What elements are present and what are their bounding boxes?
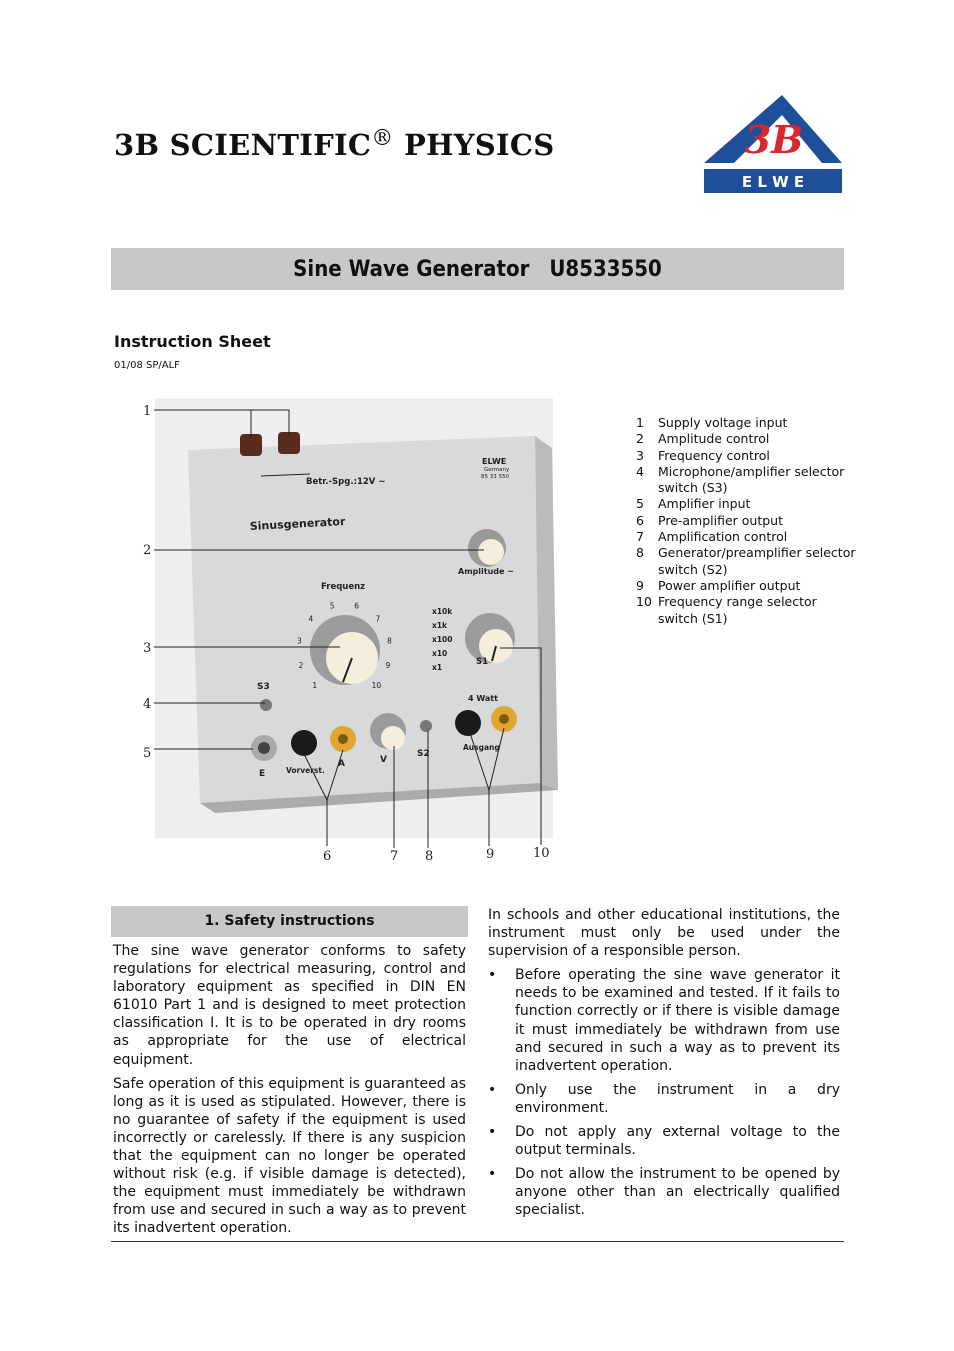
range-label: x1k (432, 621, 448, 630)
logo-elwe-text: E L W E (741, 173, 805, 191)
legend-item: 4 Microphone/amplifier selector switch (S3) (636, 463, 845, 496)
left-column (113, 906, 466, 1244)
freq-label: Frequenz (321, 582, 366, 592)
right-column (488, 906, 840, 1226)
watt-label: 4 Watt (468, 694, 498, 703)
device-label: Sinusgenerator (249, 515, 346, 533)
dial-number: 1 (312, 681, 318, 691)
legend-item: 10 Frequency range selector switch (S1) (636, 594, 817, 626)
elwe-3b-logo (704, 95, 842, 193)
voltage-label: Betr.-Spg.:12V ~ (306, 477, 386, 487)
s1-label: S1 (476, 657, 489, 667)
title-bar (111, 248, 844, 290)
a-label: A (338, 759, 345, 769)
legend-item: 6 Pre-amplifier output (636, 512, 784, 528)
safety-paragraph-3: In schools and other educational institutions, the instrument must only be used under the supervision of a responsible person. (488, 907, 840, 960)
callout-7: 7 (390, 849, 399, 864)
callout-9: 9 (486, 847, 495, 862)
vorverst-label: Vorverst. (286, 766, 325, 775)
callout-5: 5 (143, 746, 152, 761)
callout-4: 4 (143, 697, 152, 712)
panel-brand: ELWE (482, 457, 507, 466)
dial-number: 10 (371, 681, 382, 691)
legend-item: 1 Supply voltage input (636, 415, 788, 430)
legend-item: 5 Amplifier input (636, 496, 751, 512)
panel-origin: Germany (484, 467, 510, 473)
bullet-item: • Do not apply any external voltage to the output terminals. (488, 1123, 840, 1159)
amplitude-label: Amplitude ~ (458, 567, 514, 576)
dial-number: 3 (297, 636, 302, 646)
ausgang-label: Ausgang (463, 743, 500, 752)
dial-number: 9 (385, 660, 391, 670)
legend-item: 3 Frequency control (636, 447, 770, 463)
legend-item: 8 Generator/preamplifier selector switch (S2) (636, 545, 856, 577)
footer-rule (111, 1241, 844, 1242)
range-label: x100 (432, 635, 453, 644)
doc-date: 01/08 SP/ALF (114, 360, 180, 371)
device-photo (140, 398, 560, 868)
s2-label: S2 (417, 749, 430, 759)
parts-legend (636, 415, 856, 627)
safety-paragraph-2: Safe operation of this equipment is guaranteed as long as it is used as stipulated. However, there is no guarantee of safety if the equipment is used incorrectly or carelessly. If there is any suspicion that the equipment can no longer be operated without risk (e.g. if visible damage is detected), the equipment must immediately be withdrawn from use and secured in such a way as to prevent its inadvertent operation. (113, 1075, 466, 1237)
panel-number: 85 33 550 (481, 474, 509, 480)
e-label: E (259, 769, 266, 779)
dial-number: 4 (308, 614, 314, 624)
legend-item: 9 Power amplifier output (636, 577, 801, 593)
callout-8: 8 (425, 849, 434, 864)
brand-main: 3B SCIENTIFIC (114, 128, 372, 162)
legend-item: 7 Amplification control (636, 529, 788, 545)
v-label: V (380, 755, 387, 765)
range-label: x1 (432, 663, 443, 672)
dial-number: 7 (375, 614, 381, 624)
dial-number: 6 (354, 601, 360, 611)
callout-10: 10 (533, 846, 550, 861)
safety-paragraph-1: The sine wave generator conforms to safety regulations for electrical measuring, control and laboratory equipment as specified in DIN EN 61010 Part 1 and is designed to meet protection classification I. It is to be operated in dry rooms as appropriate for the use of electrical equipment. (113, 943, 466, 1068)
brand-title (114, 126, 555, 162)
product-code: U8533550 (549, 256, 662, 282)
callout-6: 6 (323, 849, 332, 864)
bullet-item: • Only use the instrument in a dry environment. (488, 1081, 840, 1117)
section-heading: 1. Safety instructions (111, 906, 468, 937)
callout-2: 2 (143, 543, 152, 558)
callout-1: 1 (143, 404, 152, 419)
logo-3b-text: 3B (744, 117, 804, 162)
brand-tail: PHYSICS (393, 128, 555, 162)
s3-label: S3 (257, 682, 270, 692)
dial-number: 5 (329, 601, 335, 611)
subtitle: Instruction Sheet (114, 332, 271, 351)
legend-item: 2 Amplitude control (636, 431, 770, 447)
dial-number: 2 (298, 660, 304, 670)
registered-mark: ® (371, 126, 394, 151)
dial-number: 8 (387, 636, 392, 646)
range-label: x10k (432, 607, 453, 616)
bullet-item: • Do not allow the instrument to be opened by anyone other than an electrically qualified specialist. (488, 1165, 840, 1219)
callout-3: 3 (143, 641, 152, 656)
product-name: Sine Wave Generator (293, 256, 530, 282)
range-label: x10 (432, 649, 448, 658)
bullet-item: • Before operating the sine wave generator it needs to be examined and tested. If it fails to function correctly or if there is visible damage it must immediately be withdrawn from use and secured in such a way as to prevent its inadvertent operation. (488, 966, 840, 1075)
safety-bullets (488, 966, 840, 1219)
